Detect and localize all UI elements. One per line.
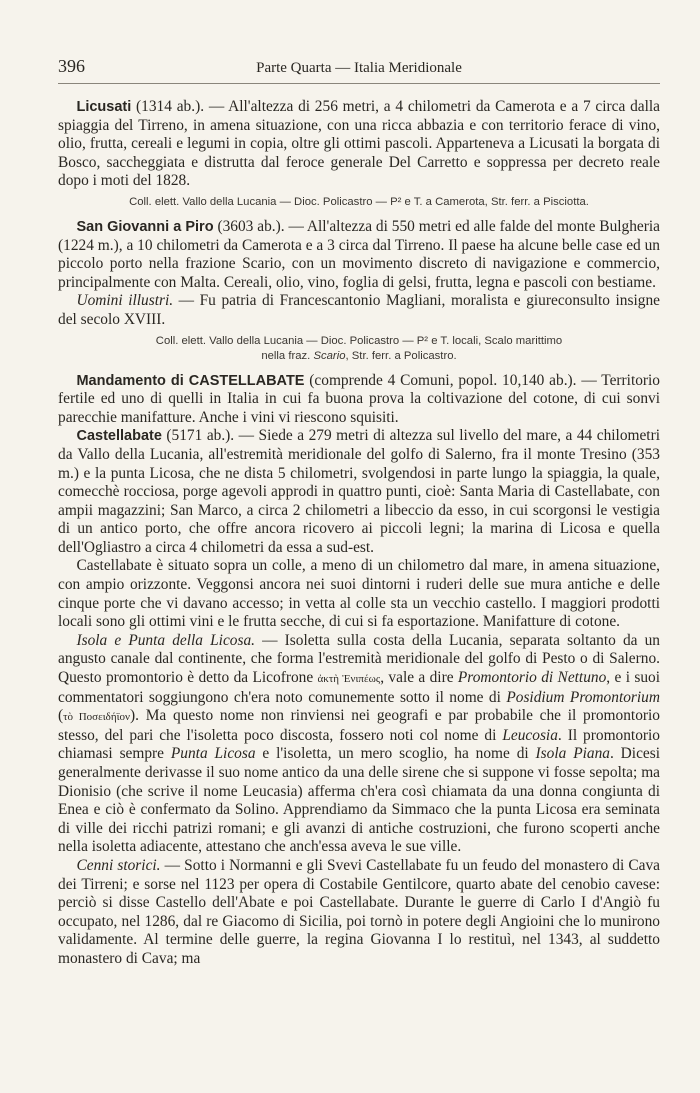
italic-text: Leucosia [502, 726, 558, 744]
text-run: e l'isoletta, un mero scoglio, ha nome di [255, 745, 536, 763]
note-line: Coll. elett. Vallo della Lucania — Dioc. Policastro — P² e T. locali, Scalo marittimo [155, 334, 563, 347]
section-text: — Sotto i Normanni e gli Svevi Castellabate fu un feudo del monastero di Cava dei Tirreni; e sorse nel 1123 per opera di Costabile Gentilcore, quarto abate del cenobio cavese: perciò si disse Castello dell'Abate e poi Castellabate. Durante le guerre di Carlo I d'Angiò fu occupato, nel 1286, dal re Giacomo di Sicilia, poi tornò in potere degli Angioini che lo munirono validamente. Al termine delle guerre, la regina Giovanna I lo restituì, nel 1343, al suddetto monastero di Cava; ma [58, 856, 660, 967]
paragraph: Castellabate è situato sopra un colle, a meno di un chilometro dal mare, in amena situazione, con ampio orizzonte. Veggonsi ancora nei suoi dintorni i ruderi delle sue mura antiche e delle cinque porte che vi davano accesso; in vetta al colle sta un vecchio castello. I maggiori prodotti locali sono gli ottimi vini e le frutta secche, di cui si fa esportazione. Manifatture di cotone. [58, 557, 660, 631]
greek-text: ἀκτὴ Ἐνιπέως [317, 673, 381, 686]
paragraph [58, 632, 660, 857]
entry-text: (5171 ab.). — Siede a 279 metri di altezza sul livello del mare, a 44 chilometri da Vallo della Lucania, all'estremità meridionale del golfo di Salerno, fra il monte Tresino (353 m.) e la punta Licosa, che ne dista 5 chilometri, svolgendosi in parte lungo la spiaggia, la quale, comecchè rocciosa, porge agevoli approdi in quattro punti, cioè: Santa Maria di Castellabate, con ampii magazzini; San Marco, a circa 2 chilometri a libeccio da esso, in cui scorgonsi le vestigia di un antico porto, che offre ancora ricovero ai piccoli legni; la marina di Licosa e quella dell'Ogliastro a circa 4 chilometri da essa a sud-est. [58, 427, 660, 556]
entry-name: Castellabate [76, 428, 162, 445]
italic-text: Isola Piana [535, 745, 610, 763]
entry-licusati [58, 98, 660, 210]
entry-name: San Giovanni a Piro [76, 218, 214, 235]
entry-text: (comprende 4 Comuni, popol. 10,140 ab.). — Territorio fertile ed uno di quelli in Italia in cui fa buona prova la coltivazione del cotone, di cui sonvi parecchie manifatture. Anche i vini vi riescono squisiti. [58, 371, 661, 426]
running-title: Parte Quarta — Italia Meridionale [256, 60, 462, 76]
entry-mandamento [58, 372, 660, 428]
paragraph [58, 372, 660, 428]
entry-castellabate [58, 427, 660, 968]
note-text: Scario [313, 349, 346, 362]
paragraph [58, 218, 660, 292]
entry-text: (3603 ab.). — All'altezza di 550 metri ed alle falde del monte Bulgheria (1224 m.), a 10 chilometri da Camerota e a 3 circa dal Tirreno. Il paese ha alcune belle case ed un piccolo porto nella frazione Scario, con un movimento discreto di navigazione e commercio, principalmente con Malta. Cereali, olio, vino, foglia di gelsi, frutta, legna e pascoli con bestiame. [58, 217, 660, 291]
paragraph [58, 427, 660, 557]
italic-text: Punta Licosa [170, 745, 256, 763]
entry-note: Coll. elett. Vallo della Lucania — Dioc. Policastro — P² e T. a Camerota, Str. ferr. a Pisciotta. [129, 195, 589, 208]
note-line [58, 349, 660, 364]
paragraph [58, 98, 660, 191]
paragraph [58, 857, 660, 969]
text-run: , vale a dire [380, 669, 458, 687]
entry-san-giovanni [58, 218, 660, 364]
note-text: nella fraz. [261, 349, 314, 362]
entry-name: Mandamento di CASTELLABATE [76, 372, 305, 389]
page-number: 396 [58, 56, 85, 76]
entry-name: Licusati [76, 99, 132, 115]
page-header [58, 56, 660, 84]
text-run: ). Ma questo nome non rinviensi nei geografi e par probabile che il promontorio stesso, del pari che l'isoletta poco discosta, fossero noti col nome di [58, 707, 660, 744]
text-run: , e i suoi commentatori soggiungono ch'era noto comunemente sotto il nome di [58, 669, 660, 706]
text-run: — Isoletta sulla costa della Lucania, separata soltanto da un angusto canale dal continente, che forma l'estremità meridionale del golfo di Pesto o di Salerno. Questo promontorio è detto da Licofrone [58, 631, 660, 687]
section-label: Isola e Punta della Licosa. [76, 631, 256, 649]
note-text: , Str. ferr. a Policastro. [345, 349, 457, 362]
paragraph [58, 292, 660, 329]
text-run: . Dicesi generalmente derivasse il suo nome antico da una delle sirene che si suppone vi fosse sepolta; ma Dionisio (che scrive il nome Leucasia) afferma ch'era così chiamata da una donna congiunta di Enea e ciò è confermato da Solino. Apprendiamo da Simmaco che la punta Licosa era seminata di ville dei ricchi patrizi romani; e gli avanzi di antiche costruzioni, che furono scoperti anche nella isoletta adiacente, attestano che anch'essa aveva le sue ville. [58, 745, 660, 856]
entry-note [58, 334, 660, 364]
text-run: ( [58, 707, 64, 725]
section-text: — Fu patria di Francescantonio Magliani, moralista e giureconsulto insigne del secolo XVIII. [58, 292, 660, 328]
entry-text: (1314 ab.). — All'altezza di 256 metri, a 4 chilometri da Camerota e a 7 circa dalla spiaggia del Tirreno, in amena situazione, con una ricca abbazia e con territorio ferace di vino, olio, frutta, cereali e legumi in copia, oltre gli ottimi pascoli. Apparteneva a Licusati la borgata di Bosco, saccheggiata e distrutta dal feroce generale Del Carretto e soppressa per decreto reale dopo i moti del 1828. [58, 98, 660, 190]
section-label: Cenni storici. [76, 856, 161, 874]
italic-text: Posidium Promontorium [506, 688, 660, 706]
section-label: Uomini illustri. [76, 292, 174, 310]
text-run: . Il promontorio chiamasi sempre [58, 726, 661, 763]
greek-text: τὸ Ποσειδήϊον [63, 711, 131, 724]
italic-text: Promontorio di Nettuno [457, 669, 607, 687]
